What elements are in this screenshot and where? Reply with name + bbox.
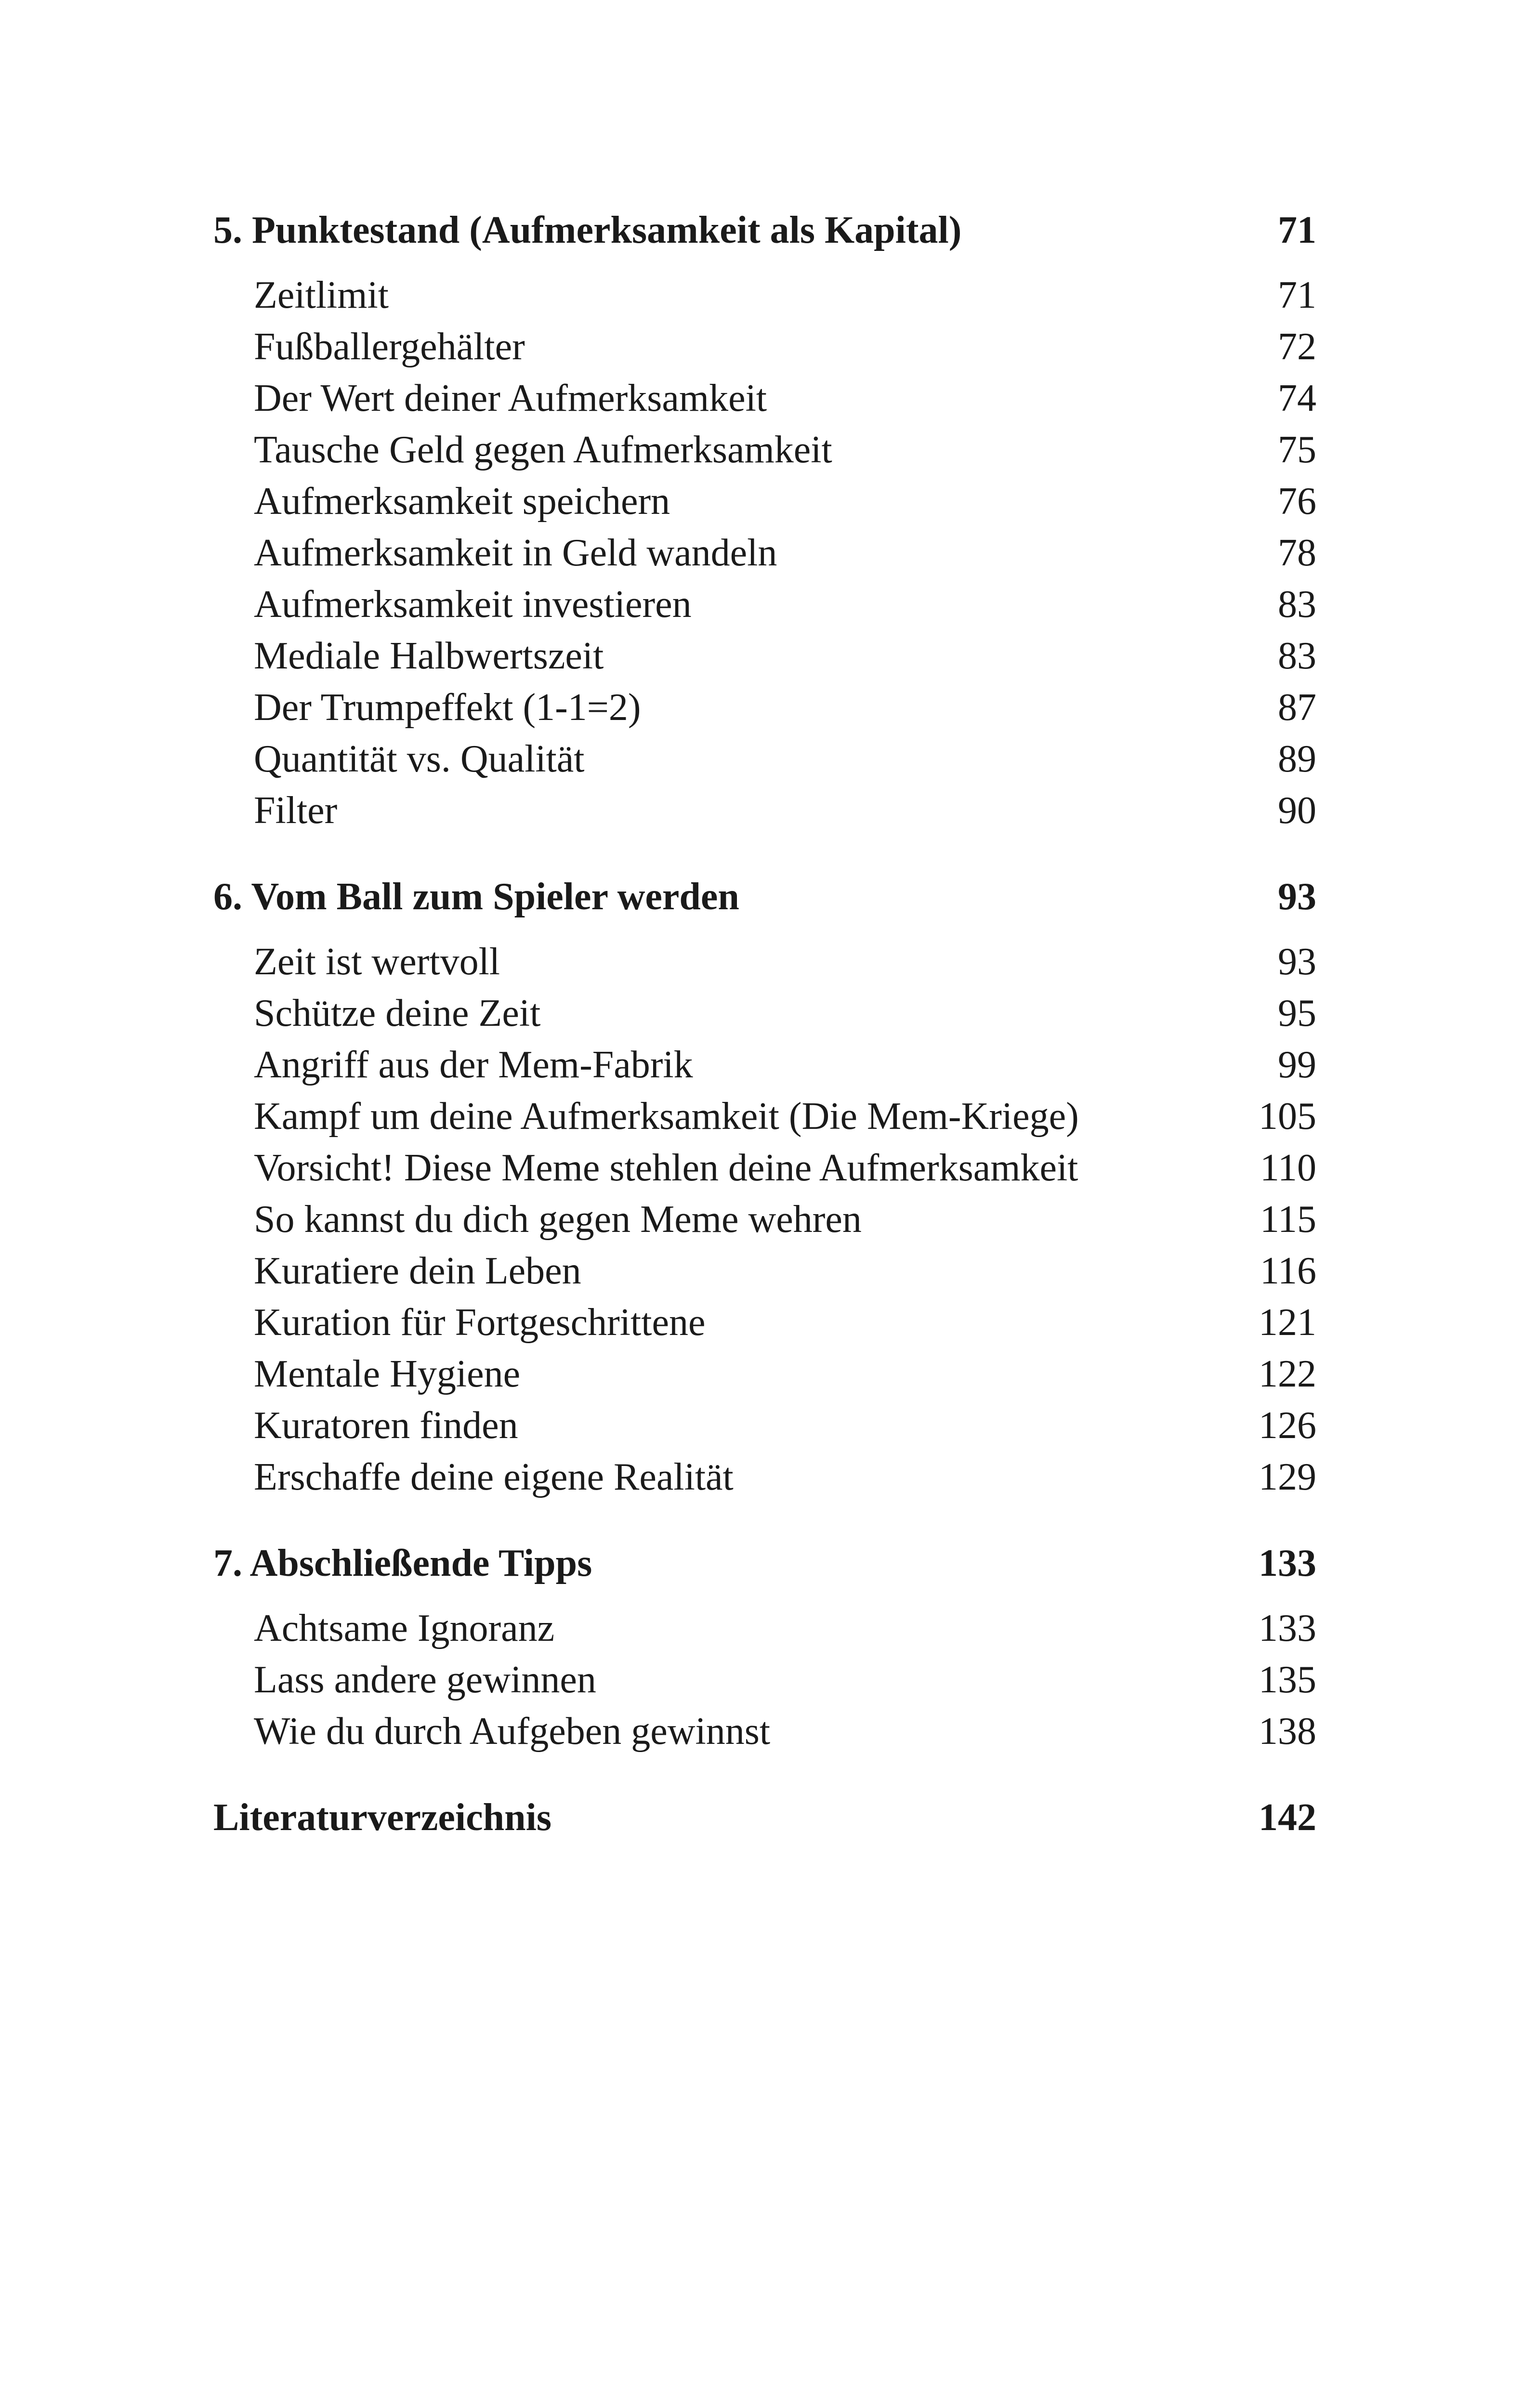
entry-title: Aufmerksamkeit speichern: [254, 480, 670, 523]
toc-entry: [213, 1142, 1316, 1194]
toc-entry: [213, 1706, 1316, 1757]
chapter-title: 5. Punktestand (Aufmerksamkeit als Kapital): [213, 209, 962, 251]
chapter-title: 6. Vom Ball zum Spieler werden: [213, 876, 739, 918]
entry-page-number: 83: [1278, 635, 1316, 677]
entry-page-number: 110: [1260, 1147, 1316, 1189]
toc-entry: [213, 988, 1316, 1039]
chapter-page-number: 93: [1278, 876, 1316, 918]
toc-entry: [213, 1654, 1316, 1706]
entry-title: Der Trumpeffekt (1-1=2): [254, 686, 641, 729]
entry-title: Filter: [254, 789, 338, 832]
toc-entry: [213, 1348, 1316, 1400]
toc-entry: [213, 785, 1316, 837]
table-of-contents: [213, 196, 1316, 1851]
entry-title: Fußballergehälter: [254, 326, 525, 368]
entry-title: Kuration für Fortgeschrittene: [254, 1301, 706, 1344]
entry-title: Quantität vs. Qualität: [254, 738, 585, 780]
toc-entry: [213, 1039, 1316, 1091]
entry-title: Zeit ist wertvoll: [254, 941, 500, 983]
entry-page-number: 115: [1260, 1198, 1316, 1241]
entry-title: Kampf um deine Aufmerksamkeit (Die Mem-Kriege): [254, 1095, 1079, 1138]
toc-entry: [213, 1297, 1316, 1348]
entry-page-number: 122: [1259, 1353, 1316, 1395]
entry-page-number: 74: [1278, 377, 1316, 419]
entry-title: Wie du durch Aufgeben gewinnst: [254, 1710, 771, 1753]
entry-page-number: 133: [1259, 1607, 1316, 1649]
toc-entry: [213, 630, 1316, 682]
toc-entry: [213, 1603, 1316, 1654]
toc-entry: [213, 579, 1316, 630]
entry-page-number: 89: [1278, 738, 1316, 780]
toc-entry: [213, 1452, 1316, 1503]
chapter-heading: [213, 863, 1316, 930]
entry-page-number: 87: [1278, 686, 1316, 729]
toc-section: [213, 196, 1316, 837]
entry-title: Mediale Halbwertszeit: [254, 635, 604, 677]
entry-title: Mentale Hygiene: [254, 1353, 521, 1395]
entry-page-number: 72: [1278, 326, 1316, 368]
entry-page-number: 121: [1259, 1301, 1316, 1344]
toc-section: [213, 863, 1316, 1503]
toc-entry: [213, 1245, 1316, 1297]
toc-entry: [213, 1091, 1316, 1142]
entry-title: So kannst du dich gegen Meme wehren: [254, 1198, 862, 1241]
entry-title: Erschaffe deine eigene Realität: [254, 1456, 734, 1498]
toc-entry: [213, 682, 1316, 733]
entry-page-number: 76: [1278, 480, 1316, 523]
chapter-heading: [213, 196, 1316, 264]
entry-title: Aufmerksamkeit investieren: [254, 583, 692, 626]
toc-entry: [213, 936, 1316, 988]
chapter-heading: [213, 1530, 1316, 1597]
entry-page-number: 75: [1278, 429, 1316, 471]
entry-page-number: 78: [1278, 532, 1316, 574]
entry-page-number: 138: [1259, 1710, 1316, 1753]
entry-title: Tausche Geld gegen Aufmerksamkeit: [254, 429, 832, 471]
toc-entry: [213, 733, 1316, 785]
entry-title: Zeitlimit: [254, 274, 389, 316]
entry-page-number: 99: [1278, 1044, 1316, 1086]
toc-section: [213, 1530, 1316, 1757]
entry-page-number: 93: [1278, 941, 1316, 983]
chapter-page-number: 71: [1278, 209, 1316, 251]
entry-page-number: 129: [1259, 1456, 1316, 1498]
toc-entry: [213, 476, 1316, 527]
entry-title: Aufmerksamkeit in Geld wandeln: [254, 532, 777, 574]
chapter-title: 7. Abschließende Tipps: [213, 1542, 592, 1584]
entry-title: Vorsicht! Diese Meme stehlen deine Aufmerksamkeit: [254, 1147, 1078, 1189]
entry-page-number: 135: [1259, 1659, 1316, 1701]
entry-page-number: 126: [1259, 1404, 1316, 1447]
toc-entry: [213, 270, 1316, 321]
entry-page-number: 95: [1278, 992, 1316, 1034]
chapter-entries: [213, 936, 1316, 1503]
entry-title: Der Wert deiner Aufmerksamkeit: [254, 377, 767, 419]
entry-title: Kuratiere dein Leben: [254, 1250, 581, 1292]
entry-title: Lass andere gewinnen: [254, 1659, 596, 1701]
entry-title: Achtsame Ignoranz: [254, 1607, 555, 1649]
chapter-entries: [213, 270, 1316, 837]
toc-entry: [213, 1194, 1316, 1245]
entry-page-number: 83: [1278, 583, 1316, 626]
chapter-page-number: 133: [1259, 1542, 1316, 1584]
entry-page-number: 116: [1260, 1250, 1316, 1292]
entry-title: Kuratoren finden: [254, 1404, 518, 1447]
entry-page-number: 105: [1259, 1095, 1316, 1138]
bibliography-page-number: 142: [1259, 1796, 1316, 1839]
bibliography-heading: [213, 1784, 1316, 1851]
entry-title: Schütze deine Zeit: [254, 992, 541, 1034]
entry-page-number: 71: [1278, 274, 1316, 316]
toc-entry: [213, 321, 1316, 373]
bibliography-title: Literaturverzeichnis: [213, 1796, 551, 1839]
toc-entry: [213, 527, 1316, 579]
entry-title: Angriff aus der Mem-Fabrik: [254, 1044, 693, 1086]
toc-entry: [213, 424, 1316, 476]
chapter-entries: [213, 1603, 1316, 1757]
toc-entry: [213, 373, 1316, 424]
toc-entry: [213, 1400, 1316, 1452]
entry-page-number: 90: [1278, 789, 1316, 832]
